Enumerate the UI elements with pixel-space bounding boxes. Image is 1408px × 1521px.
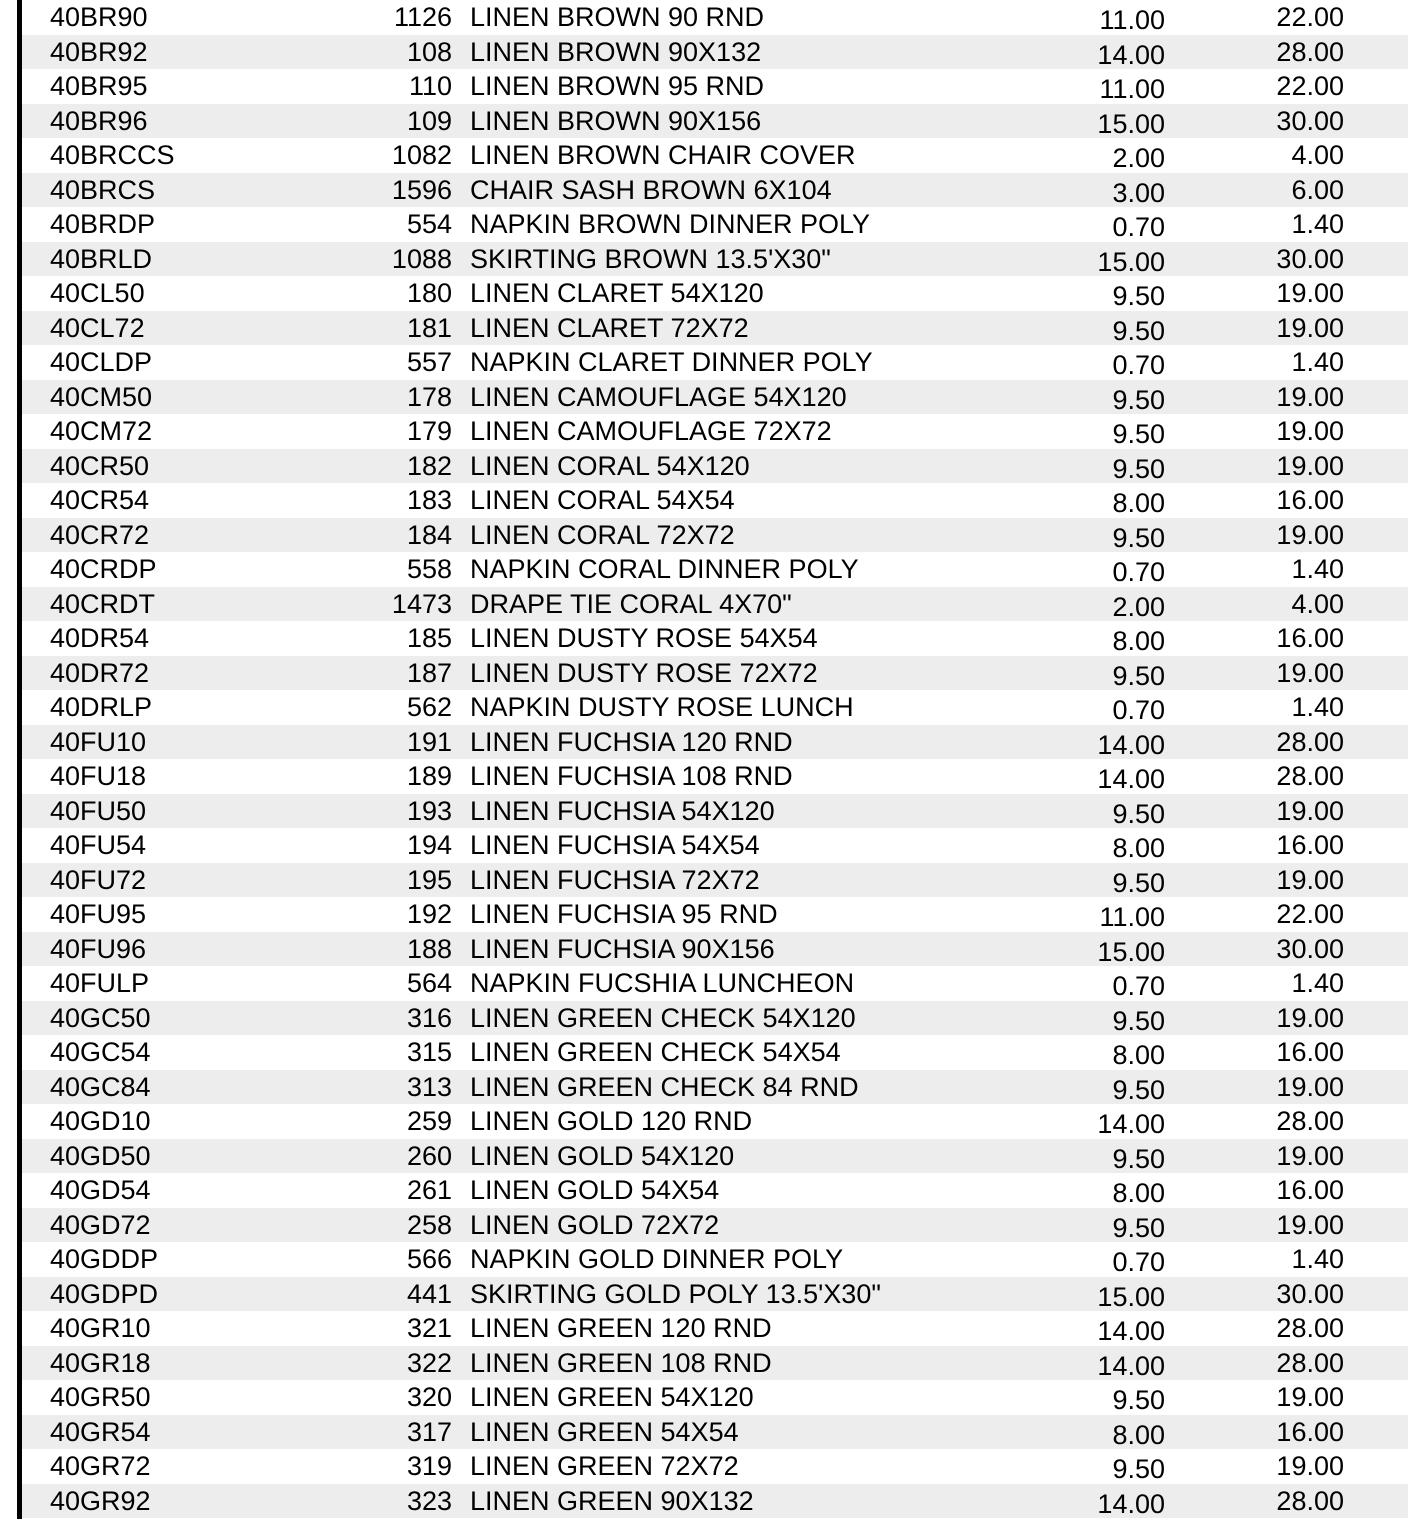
table-row bbox=[22, 1173, 1408, 1208]
item-description: LINEN GOLD 54X120 bbox=[470, 1139, 734, 1174]
item-description: SKIRTING BROWN 13.5'X30" bbox=[470, 242, 831, 277]
unit-price: 9.50 bbox=[1112, 1383, 1165, 1418]
total-price: 19.00 bbox=[1276, 656, 1344, 691]
total-price: 16.00 bbox=[1276, 621, 1344, 656]
total-price: 28.00 bbox=[1276, 1484, 1344, 1519]
item-description: LINEN GREEN 90X132 bbox=[470, 1484, 754, 1519]
item-code: 40BRCCS bbox=[50, 138, 175, 173]
unit-price: 0.70 bbox=[1112, 1245, 1165, 1280]
table-row bbox=[22, 690, 1408, 725]
item-code: 40FULP bbox=[50, 966, 149, 1001]
total-price: 30.00 bbox=[1276, 242, 1344, 277]
unit-price: 14.00 bbox=[1097, 1107, 1165, 1142]
total-price: 28.00 bbox=[1276, 759, 1344, 794]
table-row bbox=[22, 897, 1408, 932]
item-number: 1126 bbox=[394, 0, 452, 35]
item-code: 40BRLD bbox=[50, 242, 152, 277]
item-code: 40GR18 bbox=[50, 1346, 151, 1381]
unit-price: 2.00 bbox=[1112, 590, 1165, 625]
item-code: 40FU95 bbox=[50, 897, 146, 932]
total-price: 19.00 bbox=[1276, 1449, 1344, 1484]
item-description: LINEN BROWN CHAIR COVER bbox=[470, 138, 856, 173]
item-code: 40CL50 bbox=[50, 276, 145, 311]
unit-price: 11.00 bbox=[1099, 3, 1165, 38]
table-row bbox=[22, 518, 1408, 553]
item-code: 40CM72 bbox=[50, 414, 152, 449]
item-description: LINEN GOLD 120 RND bbox=[470, 1104, 752, 1139]
item-number: 1088 bbox=[392, 242, 452, 277]
item-number: 320 bbox=[407, 1380, 452, 1415]
item-code: 40DR72 bbox=[50, 656, 149, 691]
unit-price: 9.50 bbox=[1112, 452, 1165, 487]
item-description: LINEN FUCHSIA 54X54 bbox=[470, 828, 760, 863]
item-description: LINEN CORAL 54X54 bbox=[470, 483, 735, 518]
item-number: 319 bbox=[407, 1449, 452, 1484]
item-code: 40GD50 bbox=[50, 1139, 151, 1174]
item-description: LINEN BROWN 90 RND bbox=[470, 0, 764, 35]
item-description: LINEN FUCHSIA 95 RND bbox=[470, 897, 778, 932]
item-code: 40GR72 bbox=[50, 1449, 151, 1484]
item-description: LINEN FUCHSIA 54X120 bbox=[470, 794, 775, 829]
item-code: 40GDDP bbox=[50, 1242, 158, 1277]
item-description: LINEN CORAL 54X120 bbox=[470, 449, 750, 484]
item-number: 554 bbox=[407, 207, 452, 242]
unit-price: 14.00 bbox=[1097, 1314, 1165, 1349]
item-number: 178 bbox=[407, 380, 452, 415]
table-row bbox=[22, 621, 1408, 656]
total-price: 1.40 bbox=[1291, 207, 1344, 242]
table-row bbox=[22, 966, 1408, 1001]
item-code: 40GC54 bbox=[50, 1035, 151, 1070]
item-description: LINEN CLARET 72X72 bbox=[470, 311, 749, 346]
total-price: 16.00 bbox=[1276, 1415, 1344, 1450]
unit-price: 8.00 bbox=[1112, 1038, 1165, 1073]
item-number: 259 bbox=[407, 1104, 452, 1139]
item-code: 40FU54 bbox=[50, 828, 146, 863]
total-price: 19.00 bbox=[1276, 1070, 1344, 1105]
item-number: 1082 bbox=[392, 138, 452, 173]
item-number: 194 bbox=[407, 828, 452, 863]
item-number: 110 bbox=[409, 69, 452, 104]
table-row bbox=[22, 1104, 1408, 1139]
item-description: CHAIR SASH BROWN 6X104 bbox=[470, 173, 832, 208]
unit-price: 9.50 bbox=[1112, 314, 1165, 349]
table-row bbox=[22, 1277, 1408, 1312]
unit-price: 14.00 bbox=[1097, 1487, 1165, 1521]
item-number: 180 bbox=[407, 276, 452, 311]
total-price: 22.00 bbox=[1276, 0, 1344, 35]
total-price: 16.00 bbox=[1276, 828, 1344, 863]
total-price: 30.00 bbox=[1276, 1277, 1344, 1312]
table-row bbox=[22, 414, 1408, 449]
item-number: 261 bbox=[407, 1173, 452, 1208]
item-code: 40CL72 bbox=[50, 311, 145, 346]
table-row bbox=[22, 656, 1408, 691]
item-code: 40BRCS bbox=[50, 173, 155, 208]
unit-price: 9.50 bbox=[1112, 1142, 1165, 1177]
item-code: 40GR92 bbox=[50, 1484, 151, 1519]
unit-price: 11.00 bbox=[1099, 72, 1165, 107]
item-description: LINEN FUCHSIA 72X72 bbox=[470, 863, 760, 898]
item-description: LINEN FUCHSIA 120 RND bbox=[470, 725, 793, 760]
unit-price: 15.00 bbox=[1097, 107, 1165, 142]
item-description: LINEN CORAL 72X72 bbox=[470, 518, 735, 553]
item-number: 316 bbox=[407, 1001, 452, 1036]
unit-price: 3.00 bbox=[1112, 176, 1165, 211]
table-row bbox=[22, 69, 1408, 104]
item-code: 40GD10 bbox=[50, 1104, 151, 1139]
total-price: 28.00 bbox=[1276, 35, 1344, 70]
item-code: 40GC84 bbox=[50, 1070, 151, 1105]
item-number: 191 bbox=[407, 725, 452, 760]
total-price: 22.00 bbox=[1276, 897, 1344, 932]
item-number: 109 bbox=[407, 104, 452, 139]
total-price: 1.40 bbox=[1291, 966, 1344, 1001]
table-row bbox=[22, 1311, 1408, 1346]
item-code: 40DRLP bbox=[50, 690, 152, 725]
item-number: 260 bbox=[407, 1139, 452, 1174]
unit-price: 9.50 bbox=[1112, 383, 1165, 418]
item-code: 40GR50 bbox=[50, 1380, 151, 1415]
table-row bbox=[22, 587, 1408, 622]
item-code: 40BRDP bbox=[50, 207, 155, 242]
unit-price: 9.50 bbox=[1112, 521, 1165, 556]
total-price: 19.00 bbox=[1276, 794, 1344, 829]
item-code: 40GD72 bbox=[50, 1208, 151, 1243]
unit-price: 9.50 bbox=[1112, 1211, 1165, 1246]
item-number: 182 bbox=[407, 449, 452, 484]
item-description: NAPKIN FUCSHIA LUNCHEON bbox=[470, 966, 854, 1001]
total-price: 28.00 bbox=[1276, 725, 1344, 760]
item-description: LINEN GREEN 72X72 bbox=[470, 1449, 739, 1484]
item-code: 40BR90 bbox=[50, 0, 148, 35]
total-price: 1.40 bbox=[1291, 1242, 1344, 1277]
total-price: 30.00 bbox=[1276, 932, 1344, 967]
unit-price: 9.50 bbox=[1112, 797, 1165, 832]
total-price: 19.00 bbox=[1276, 380, 1344, 415]
total-price: 19.00 bbox=[1276, 1208, 1344, 1243]
table-row bbox=[22, 932, 1408, 967]
item-code: 40GC50 bbox=[50, 1001, 151, 1036]
unit-price: 9.50 bbox=[1112, 1004, 1165, 1039]
item-code: 40CRDP bbox=[50, 552, 157, 587]
total-price: 28.00 bbox=[1276, 1311, 1344, 1346]
item-description: LINEN GREEN CHECK 54X120 bbox=[470, 1001, 856, 1036]
item-number: 187 bbox=[407, 656, 452, 691]
table-row bbox=[22, 1484, 1408, 1519]
total-price: 6.00 bbox=[1291, 173, 1344, 208]
unit-price: 0.70 bbox=[1112, 969, 1165, 1004]
table-row bbox=[22, 1035, 1408, 1070]
table-row bbox=[22, 104, 1408, 139]
item-number: 557 bbox=[407, 345, 452, 380]
item-description: LINEN GREEN 108 RND bbox=[470, 1346, 772, 1381]
item-number: 183 bbox=[407, 483, 452, 518]
item-code: 40FU72 bbox=[50, 863, 146, 898]
total-price: 4.00 bbox=[1291, 138, 1344, 173]
table-row bbox=[22, 0, 1408, 35]
item-code: 40FU10 bbox=[50, 725, 146, 760]
item-number: 189 bbox=[407, 759, 452, 794]
total-price: 19.00 bbox=[1276, 414, 1344, 449]
item-description: NAPKIN BROWN DINNER POLY bbox=[470, 207, 870, 242]
item-number: 562 bbox=[407, 690, 452, 725]
table-row bbox=[22, 1380, 1408, 1415]
item-code: 40DR54 bbox=[50, 621, 149, 656]
item-number: 322 bbox=[407, 1346, 452, 1381]
item-description: NAPKIN DUSTY ROSE LUNCH bbox=[470, 690, 854, 725]
total-price: 28.00 bbox=[1276, 1104, 1344, 1139]
item-description: LINEN DUSTY ROSE 72X72 bbox=[470, 656, 818, 691]
item-number: 184 bbox=[407, 518, 452, 553]
item-description: DRAPE TIE CORAL 4X70" bbox=[470, 587, 792, 622]
item-number: 317 bbox=[407, 1415, 452, 1450]
item-description: LINEN GREEN 54X120 bbox=[470, 1380, 754, 1415]
item-code: 40GR54 bbox=[50, 1415, 151, 1450]
table-row bbox=[22, 1346, 1408, 1381]
unit-price: 14.00 bbox=[1097, 728, 1165, 763]
table-row bbox=[22, 1139, 1408, 1174]
item-description: LINEN GREEN 54X54 bbox=[470, 1415, 739, 1450]
table-row bbox=[22, 483, 1408, 518]
item-code: 40CR54 bbox=[50, 483, 149, 518]
unit-price: 8.00 bbox=[1112, 624, 1165, 659]
item-code: 40GD54 bbox=[50, 1173, 151, 1208]
table-row bbox=[22, 1449, 1408, 1484]
item-description: LINEN CAMOUFLAGE 54X120 bbox=[470, 380, 847, 415]
item-description: NAPKIN CLARET DINNER POLY bbox=[470, 345, 873, 380]
item-code: 40BR95 bbox=[50, 69, 148, 104]
table-row bbox=[22, 863, 1408, 898]
item-number: 188 bbox=[407, 932, 452, 967]
table-row bbox=[22, 1415, 1408, 1450]
unit-price: 9.50 bbox=[1112, 279, 1165, 314]
item-number: 441 bbox=[407, 1277, 452, 1312]
table-row bbox=[22, 1070, 1408, 1105]
table-row bbox=[22, 311, 1408, 346]
item-description: LINEN BROWN 90X132 bbox=[470, 35, 761, 70]
total-price: 22.00 bbox=[1276, 69, 1344, 104]
item-code: 40GDPD bbox=[50, 1277, 158, 1312]
item-number: 323 bbox=[407, 1484, 452, 1519]
table-row bbox=[22, 1208, 1408, 1243]
price-list-table bbox=[22, 0, 1408, 1518]
item-code: 40CR50 bbox=[50, 449, 149, 484]
item-description: LINEN FUCHSIA 90X156 bbox=[470, 932, 775, 967]
unit-price: 9.50 bbox=[1112, 1073, 1165, 1108]
item-number: 179 bbox=[407, 414, 452, 449]
item-description: LINEN BROWN 90X156 bbox=[470, 104, 761, 139]
table-row bbox=[22, 138, 1408, 173]
table-row bbox=[22, 1242, 1408, 1277]
item-number: 193 bbox=[407, 794, 452, 829]
item-description: LINEN GREEN CHECK 84 RND bbox=[470, 1070, 859, 1105]
item-number: 185 bbox=[407, 621, 452, 656]
total-price: 1.40 bbox=[1291, 552, 1344, 587]
total-price: 19.00 bbox=[1276, 1380, 1344, 1415]
unit-price: 15.00 bbox=[1097, 935, 1165, 970]
total-price: 19.00 bbox=[1276, 518, 1344, 553]
table-row bbox=[22, 449, 1408, 484]
unit-price: 2.00 bbox=[1112, 141, 1165, 176]
item-code: 40BR92 bbox=[50, 35, 148, 70]
unit-price: 15.00 bbox=[1097, 245, 1165, 280]
item-number: 181 bbox=[407, 311, 452, 346]
table-row bbox=[22, 794, 1408, 829]
unit-price: 15.00 bbox=[1097, 1280, 1165, 1315]
total-price: 19.00 bbox=[1276, 311, 1344, 346]
total-price: 4.00 bbox=[1291, 587, 1344, 622]
unit-price: 14.00 bbox=[1097, 1349, 1165, 1384]
item-number: 1473 bbox=[392, 587, 452, 622]
item-code: 40CR72 bbox=[50, 518, 149, 553]
item-number: 108 bbox=[407, 35, 452, 70]
unit-price: 14.00 bbox=[1097, 38, 1165, 73]
item-code: 40CLDP bbox=[50, 345, 152, 380]
item-number: 566 bbox=[407, 1242, 452, 1277]
item-description: LINEN CAMOUFLAGE 72X72 bbox=[470, 414, 832, 449]
unit-price: 0.70 bbox=[1112, 693, 1165, 728]
table-row bbox=[22, 552, 1408, 587]
item-code: 40FU18 bbox=[50, 759, 146, 794]
total-price: 1.40 bbox=[1291, 345, 1344, 380]
item-description: LINEN GREEN 120 RND bbox=[470, 1311, 772, 1346]
total-price: 16.00 bbox=[1276, 483, 1344, 518]
total-price: 19.00 bbox=[1276, 276, 1344, 311]
total-price: 28.00 bbox=[1276, 1346, 1344, 1381]
total-price: 19.00 bbox=[1276, 863, 1344, 898]
unit-price: 8.00 bbox=[1112, 1176, 1165, 1211]
unit-price: 0.70 bbox=[1112, 210, 1165, 245]
item-number: 315 bbox=[407, 1035, 452, 1070]
item-description: SKIRTING GOLD POLY 13.5'X30" bbox=[470, 1277, 881, 1312]
unit-price: 8.00 bbox=[1112, 1418, 1165, 1453]
unit-price: 0.70 bbox=[1112, 348, 1165, 383]
table-row bbox=[22, 828, 1408, 863]
unit-price: 9.50 bbox=[1112, 1452, 1165, 1487]
item-code: 40CM50 bbox=[50, 380, 152, 415]
item-code: 40FU96 bbox=[50, 932, 146, 967]
item-description: NAPKIN CORAL DINNER POLY bbox=[470, 552, 859, 587]
item-number: 564 bbox=[407, 966, 452, 1001]
item-description: NAPKIN GOLD DINNER POLY bbox=[470, 1242, 843, 1277]
unit-price: 8.00 bbox=[1112, 486, 1165, 521]
item-code: 40GR10 bbox=[50, 1311, 151, 1346]
table-row bbox=[22, 759, 1408, 794]
total-price: 1.40 bbox=[1291, 690, 1344, 725]
total-price: 19.00 bbox=[1276, 1001, 1344, 1036]
item-number: 258 bbox=[407, 1208, 452, 1243]
item-description: LINEN GOLD 72X72 bbox=[470, 1208, 719, 1243]
unit-price: 11.00 bbox=[1099, 900, 1165, 935]
unit-price: 8.00 bbox=[1112, 831, 1165, 866]
unit-price: 9.50 bbox=[1112, 659, 1165, 694]
total-price: 16.00 bbox=[1276, 1035, 1344, 1070]
item-description: LINEN GOLD 54X54 bbox=[470, 1173, 719, 1208]
table-row bbox=[22, 1001, 1408, 1036]
unit-price: 9.50 bbox=[1112, 866, 1165, 901]
unit-price: 0.70 bbox=[1112, 555, 1165, 590]
table-row bbox=[22, 207, 1408, 242]
item-number: 313 bbox=[407, 1070, 452, 1105]
item-number: 195 bbox=[407, 863, 452, 898]
total-price: 19.00 bbox=[1276, 449, 1344, 484]
table-row bbox=[22, 35, 1408, 70]
item-number: 192 bbox=[407, 897, 452, 932]
item-description: LINEN GREEN CHECK 54X54 bbox=[470, 1035, 841, 1070]
unit-price: 14.00 bbox=[1097, 762, 1165, 797]
table-row bbox=[22, 380, 1408, 415]
item-code: 40CRDT bbox=[50, 587, 155, 622]
item-description: LINEN CLARET 54X120 bbox=[470, 276, 764, 311]
item-code: 40FU50 bbox=[50, 794, 146, 829]
item-number: 321 bbox=[407, 1311, 452, 1346]
table-row bbox=[22, 345, 1408, 380]
item-code: 40BR96 bbox=[50, 104, 148, 139]
item-number: 558 bbox=[407, 552, 452, 587]
table-row bbox=[22, 725, 1408, 760]
item-description: LINEN BROWN 95 RND bbox=[470, 69, 764, 104]
table-row bbox=[22, 173, 1408, 208]
table-row bbox=[22, 276, 1408, 311]
total-price: 16.00 bbox=[1276, 1173, 1344, 1208]
item-description: LINEN FUCHSIA 108 RND bbox=[470, 759, 793, 794]
item-number: 1596 bbox=[392, 173, 452, 208]
total-price: 30.00 bbox=[1276, 104, 1344, 139]
unit-price: 9.50 bbox=[1112, 417, 1165, 452]
total-price: 19.00 bbox=[1276, 1139, 1344, 1174]
item-description: LINEN DUSTY ROSE 54X54 bbox=[470, 621, 818, 656]
table-row bbox=[22, 242, 1408, 277]
